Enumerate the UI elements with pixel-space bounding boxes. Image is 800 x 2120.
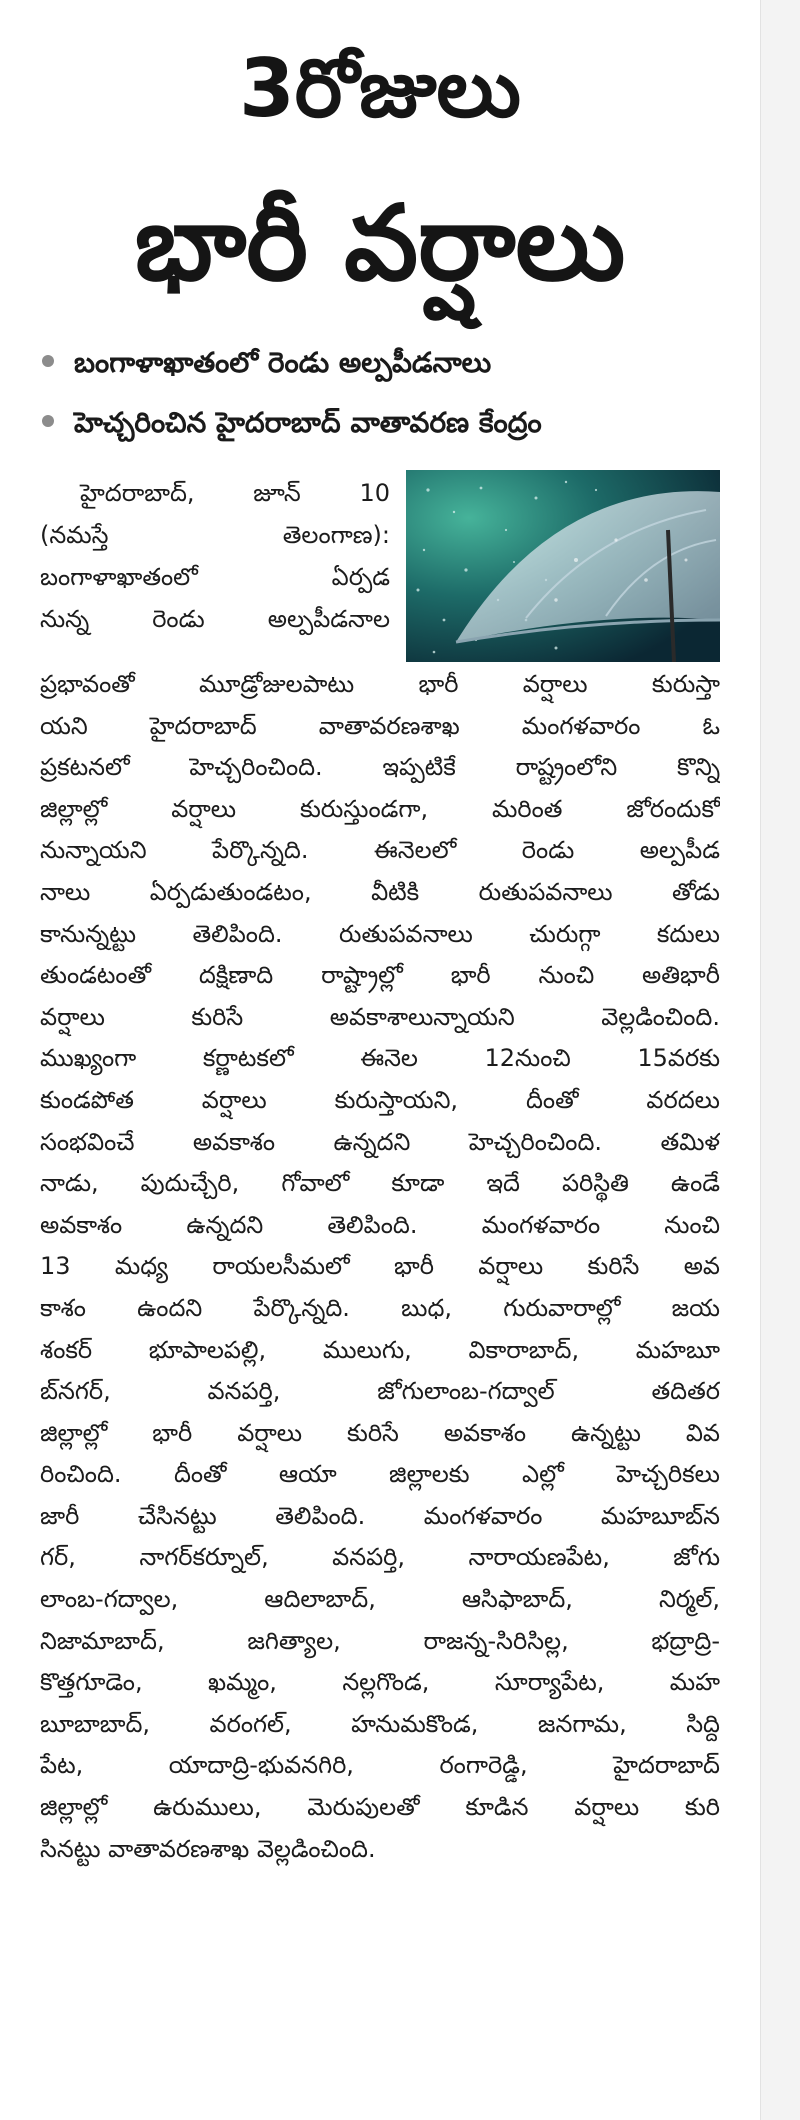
article-line: కుండపోత వర్షాలు కురుస్తాయని, దీంతో వరదలు [40,1085,720,1114]
bullet-dot-icon [42,355,54,367]
article-line: బ్‌నగర్, వనపర్తి, జోగులాంబ-గద్వాల్ తదితర [40,1377,720,1406]
article-line: అవకాశం ఉన్నదని తెలిపింది. మంగళవారం నుంచి [40,1210,720,1239]
subheading-bullet-1 [42,340,742,386]
article-line: ముఖ్యంగా కర్ణాటకలో ఈనెల 12నుంచి 15వరకు [40,1044,720,1073]
article-line: కాశం ఉందని పేర్కొన్నది. బుధ, గురువారాల్లో జయ [40,1293,720,1322]
umbrella-icon [406,470,720,662]
article-intro [40,472,390,640]
article-line: వర్షాలు కురిసే అవకాశాలున్నాయని వెల్లడించింది. [40,1002,720,1031]
subheading-text: బంగాళాఖాతంలో రెండు అల్పపీడనాలు [74,346,492,379]
article-line: జిల్లాల్లో భారీ వర్షాలు కురిసే అవకాశం ఉన్నట్టు వివ [40,1418,720,1447]
article-line: బూబాబాద్, వరంగల్, హనుమకొండ, జనగామ, సిద్ది [40,1709,720,1738]
article-line: నాలు ఏర్పడుతుండటం, వీటికి రుతుపవనాలు తోడు [40,877,720,906]
article-line: బంగాళాఖాతంలో ఏర్పడ [40,563,390,591]
article-line: రించింది. దీంతో ఆయా జిల్లాలకు ఎల్లో హెచ్చరికలు [40,1460,720,1489]
article-line: శంకర్ భూపాలపల్లి, ములుగు, వికారాబాద్, మహబూ [40,1335,720,1364]
article-line: కానున్నట్టు తెలిపింది. రుతుపవనాలు చురుగ్గా కదులు [40,919,720,948]
article-body [40,664,720,1870]
umbrella-rain-photo [406,470,720,662]
article-line: (నమస్తే తెలంగాణ): [40,521,390,549]
article-line: నాడు, పుదుచ్చేరి, గోవాలో కూడా ఇదే పరిస్థితి ఉండే [40,1169,720,1198]
headline-line-2: భారీ వర్షాలు [134,182,626,304]
bullet-dot-icon [42,415,54,427]
article-line: నిజామాబాద్, జగిత్యాల, రాజన్న-సిరిసిల్ల, భద్రాద్రి- [40,1626,720,1655]
article-line: హైదరాబాద్, జూన్ 10 [80,479,390,507]
article-line: 13 మధ్య రాయలసీమలో భారీ వర్షాలు కురిసే అవ [40,1252,720,1281]
article-line: జిల్లాల్లో ఉరుములు, మెరుపులతో కూడిన వర్షాలు కురి [40,1793,720,1822]
article-line: నున్న రెండు అల్పపీడనాల [40,605,390,633]
article-line: పేట, యాదాద్రి-భువనగిరి, రంగారెడ్డి, హైదరాబాద్ [40,1751,720,1780]
article-line: సంభవించే అవకాశం ఉన్నదని హెచ్చరించింది. తమిళ [40,1127,720,1156]
subheading-text: హెచ్చరించిన హైదరాబాద్ వాతావరణ కేంద్రం [74,406,542,439]
subheading-bullet-2 [42,400,742,446]
headline-line-1: 3రోజులు [239,42,521,135]
article-line: కొత్తగూడెం, ఖమ్మం, నల్లగొండ, సూర్యాపేట, మహ [40,1668,720,1697]
article-line: జారీ చేసినట్టు తెలిపింది. మంగళవారం మహబూబ్‌న [40,1501,720,1530]
article-line: గర్, నాగర్‌కర్నూల్, వనపర్తి, నారాయణపేట, జోగు [40,1543,720,1572]
article-line: యని హైదరాబాద్ వాతావరణశాఖ మంగళవారం ఓ [40,711,720,740]
article-line: తుండటంతో దక్షిణాది రాష్ట్రాల్లో భారీ నుంచి అతిభారీ [40,961,720,990]
article-line: నున్నాయని పేర్కొన్నది. ఈనెలలో రెండు అల్పపీడ [40,836,720,865]
article-line: ప్రభావంతో మూడ్రోజులపాటు భారీ వర్షాలు కురుస్తా [40,670,720,698]
article-line: జిల్లాల్లో వర్షాలు కురుస్తుండగా, మరింత జోరందుకో [40,794,720,823]
article-line: ప్రకటనలో హెచ్చరించింది. ఇప్పటికే రాష్ట్రంలోని కొన్ని [40,753,720,782]
article-line: సినట్టు వాతావరణశాఖ వెల్లడించింది. [40,1834,376,1863]
article-line: లాంబ-గద్వాల, ఆదిలాబాద్, ఆసిఫాబాద్, నిర్మల్, [40,1585,720,1614]
